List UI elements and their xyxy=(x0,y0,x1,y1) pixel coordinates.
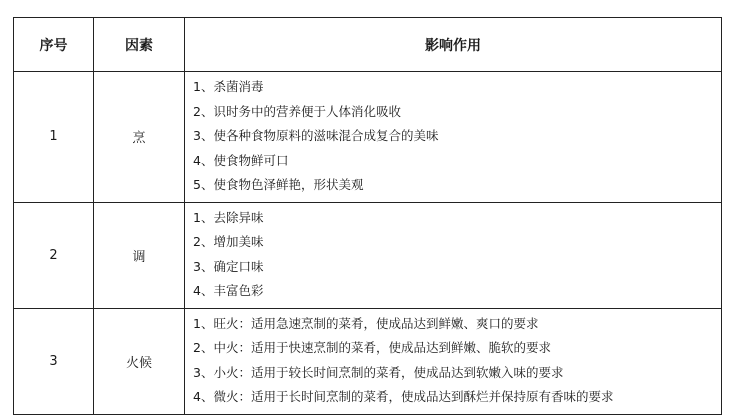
row-factor: 调 xyxy=(94,202,185,308)
effect-item: 4、微火：适用于长时间烹制的菜肴，使成品达到酥烂并保持原有香味的要求 xyxy=(193,389,614,404)
effect-item: 1、去除异味 xyxy=(193,209,264,225)
row-effects xyxy=(185,202,722,308)
effect-item: 1、旺火：适用急速烹制的菜肴，使成品达到鲜嫩、爽口的要求 xyxy=(193,315,539,331)
header-number: 序号 xyxy=(14,18,94,72)
table-header-row xyxy=(14,18,722,72)
row-factor: 烹 xyxy=(94,72,185,203)
effect-item: 4、使食物鲜可口 xyxy=(193,152,289,168)
table-row xyxy=(14,308,722,414)
table-row xyxy=(14,202,722,308)
cooking-factors-table xyxy=(13,17,722,415)
effect-item: 5、使食物色泽鲜艳，形状美观 xyxy=(193,177,364,192)
effect-item: 2、中火：适用于快速烹制的菜肴，使成品达到鲜嫩、脆软的要求 xyxy=(193,340,551,355)
effect-item: 3、确定口味 xyxy=(193,258,264,274)
header-factor: 因素 xyxy=(94,18,185,72)
effect-item: 4、丰富色彩 xyxy=(193,283,264,298)
row-effects xyxy=(185,308,722,414)
row-effects xyxy=(185,72,722,203)
row-number: 3 xyxy=(14,308,94,414)
effect-item: 2、识时务中的营养便于人体消化吸收 xyxy=(193,103,401,119)
effect-item: 2、增加美味 xyxy=(193,234,264,249)
header-effect: 影响作用 xyxy=(185,18,722,72)
effect-item: 3、使各种食物原料的滋味混合成复合的美味 xyxy=(193,128,439,143)
effect-item: 3、小火：适用于较长时间烹制的菜肴，使成品达到软嫩入味的要求 xyxy=(193,364,564,380)
row-number: 1 xyxy=(14,72,94,203)
row-factor: 火候 xyxy=(94,308,185,414)
table-row xyxy=(14,72,722,203)
effect-item: 1、杀菌消毒 xyxy=(193,79,264,94)
row-number: 2 xyxy=(14,202,94,308)
